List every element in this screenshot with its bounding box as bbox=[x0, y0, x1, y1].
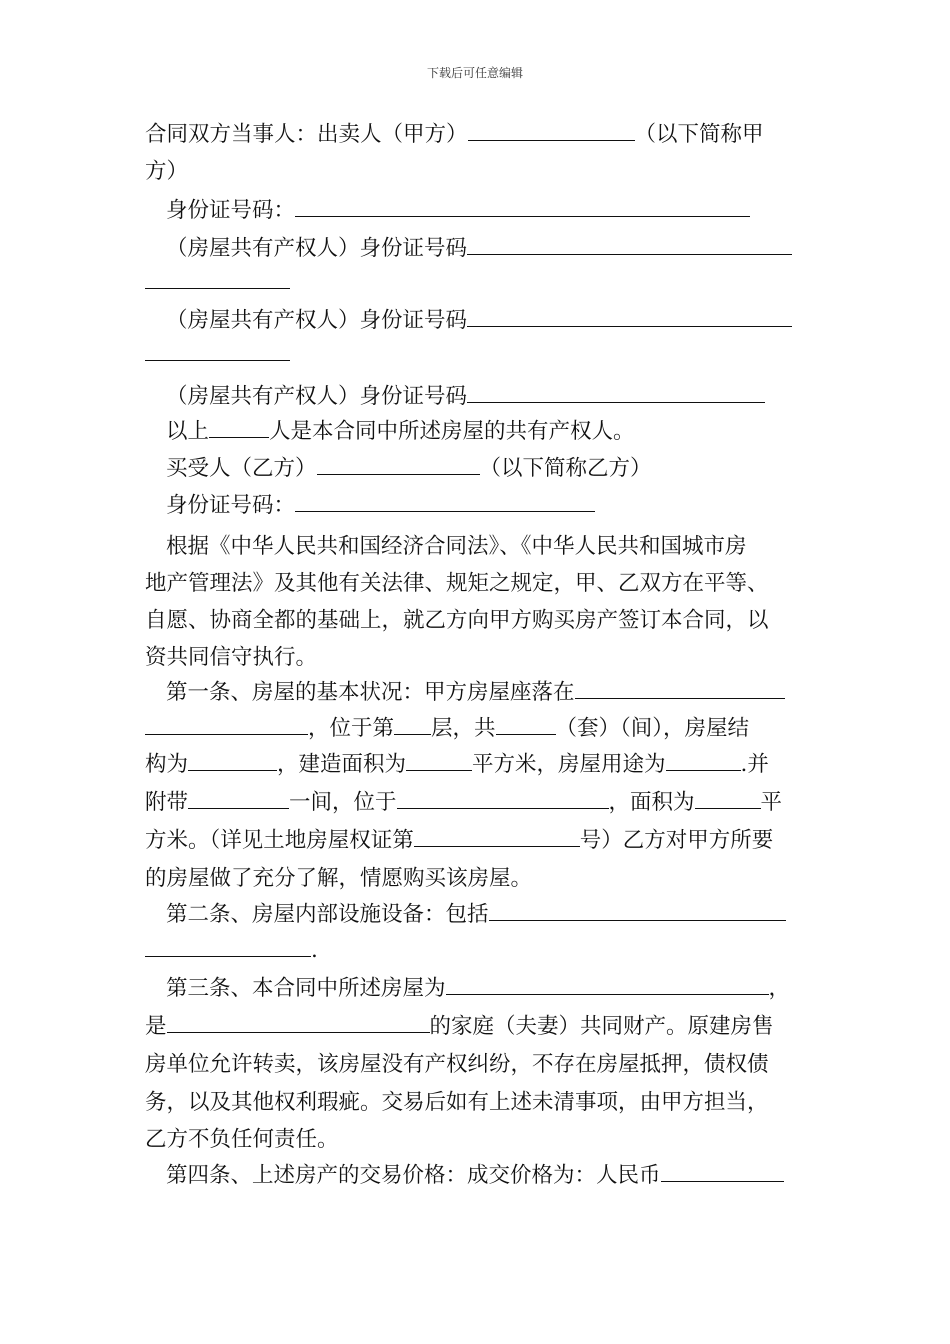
article-1-line-6 bbox=[145, 861, 532, 897]
text-segment: 方） bbox=[145, 159, 189, 184]
text-segment: （套）（间），房屋结 bbox=[555, 716, 750, 741]
coowner-id-line-3 bbox=[166, 379, 765, 415]
text-segment: 第四条、上述房产的交易价格：成交价格为：人民币 bbox=[166, 1163, 661, 1188]
article-3-line-1 bbox=[166, 971, 790, 1007]
text-segment: 买受人（乙方） bbox=[166, 456, 317, 481]
text-segment: 人是本合同中所述房屋的共有产权人。 bbox=[269, 419, 635, 444]
text-segment: 自愿、协商全都的基础上，就乙方向甲方购买房产签订本合同，以 bbox=[145, 608, 769, 633]
text-segment: 方米。（详见土地房屋权证第 bbox=[145, 828, 414, 853]
text-segment: （房屋共有产权人）身份证号码 bbox=[166, 384, 468, 409]
seller-abbr-label: （以下简称甲 bbox=[634, 122, 764, 147]
text-segment: 身份证号码： bbox=[166, 198, 296, 223]
seller-blank[interactable] bbox=[468, 118, 635, 141]
coowner-id-blank-3[interactable] bbox=[467, 380, 765, 403]
text-segment: ，位于第 bbox=[308, 716, 395, 741]
coowner-id-cont-1 bbox=[145, 265, 290, 301]
text-segment: 附带 bbox=[145, 790, 189, 815]
location-blank-2[interactable] bbox=[145, 712, 308, 735]
structure-blank[interactable] bbox=[188, 748, 277, 771]
text-segment: 乙方不负任何责任。 bbox=[145, 1127, 339, 1152]
text-segment: 房单位允许转卖，该房屋没有产权纠纷，不存在房屋抵押，债权债 bbox=[145, 1052, 769, 1077]
coowner-id-line-2 bbox=[166, 303, 792, 339]
coowner-id-blank-2[interactable] bbox=[467, 304, 792, 327]
text-segment: 平 bbox=[760, 790, 783, 815]
article-1-line-1 bbox=[166, 675, 785, 711]
text-segment: 平方米，房屋用途为 bbox=[472, 752, 666, 777]
attached-location-blank[interactable] bbox=[397, 786, 609, 809]
text-segment: 以上 bbox=[166, 419, 210, 444]
seller-label: 合同双方当事人：出卖人（甲方） bbox=[145, 122, 468, 147]
parties-line-cont bbox=[145, 154, 188, 190]
coowner-id-blank-1b[interactable] bbox=[145, 266, 290, 289]
text-segment: ， bbox=[768, 976, 791, 1001]
preamble-line-1 bbox=[166, 529, 747, 565]
buyer-line bbox=[166, 451, 652, 487]
text-segment: （房屋共有产权人）身份证号码 bbox=[166, 236, 468, 261]
coowner-count-line bbox=[166, 414, 635, 450]
article-1-line-5 bbox=[145, 823, 773, 859]
text-segment: .并 bbox=[740, 752, 769, 777]
certificate-blank[interactable] bbox=[414, 824, 580, 847]
buyer-id-line bbox=[166, 488, 595, 524]
seller-id-line bbox=[166, 193, 750, 229]
coowner-id-blank-1[interactable] bbox=[467, 232, 792, 255]
text-segment: ，面积为 bbox=[608, 790, 695, 815]
location-blank[interactable] bbox=[575, 676, 785, 699]
text-segment: （以下简称乙方） bbox=[479, 456, 652, 481]
text-segment: 构为 bbox=[145, 752, 189, 777]
article-3-line-3 bbox=[145, 1047, 769, 1083]
buyer-blank[interactable] bbox=[317, 452, 480, 475]
total-floors-blank[interactable] bbox=[496, 712, 556, 735]
coowner-id-blank-2b[interactable] bbox=[145, 338, 290, 361]
text-segment: （房屋共有产权人）身份证号码 bbox=[166, 308, 468, 333]
article-2-line-2 bbox=[145, 933, 318, 969]
article-2-line-1 bbox=[166, 897, 786, 933]
article-1-line-2 bbox=[145, 711, 749, 747]
article-1-line-4 bbox=[145, 785, 782, 821]
text-segment: 资共同信守执行。 bbox=[145, 645, 318, 670]
text-segment: 地产管理法》及其他有关法律、规矩之规定，甲、乙双方在平等、 bbox=[145, 571, 769, 596]
attached-blank[interactable] bbox=[188, 786, 289, 809]
coowner-count-blank[interactable] bbox=[209, 415, 269, 438]
coowner-id-line-1 bbox=[166, 231, 792, 267]
text-segment: . bbox=[311, 938, 318, 963]
preamble-line-3 bbox=[145, 603, 769, 639]
floor-blank[interactable] bbox=[394, 712, 431, 735]
text-segment: 身份证号码： bbox=[166, 493, 296, 518]
text-segment: 层，共 bbox=[431, 716, 496, 741]
text-segment: 第一条、房屋的基本状况：甲方房屋座落在 bbox=[166, 680, 575, 705]
owner-blank[interactable] bbox=[167, 1010, 430, 1033]
text-segment: ，建造面积为 bbox=[277, 752, 407, 777]
article-3-line-4 bbox=[145, 1085, 769, 1121]
text-segment: 的家庭（夫妻）共同财产。原建房售 bbox=[429, 1014, 774, 1039]
text-segment: 第二条、房屋内部设施设备：包括 bbox=[166, 902, 489, 927]
coowner-id-cont-2 bbox=[145, 337, 290, 373]
text-segment: 是 bbox=[145, 1014, 167, 1039]
text-segment: 号）乙方对甲方所要 bbox=[579, 828, 774, 853]
text-segment: 一间，位于 bbox=[289, 790, 397, 815]
price-blank[interactable] bbox=[661, 1159, 784, 1182]
text-segment: 务，以及其他权利瑕疵。交易后如有上述未清事项，由甲方担当， bbox=[145, 1090, 769, 1115]
preamble-line-2 bbox=[145, 566, 769, 602]
buyer-id-blank[interactable] bbox=[295, 489, 595, 512]
article-3-line-2 bbox=[145, 1009, 774, 1045]
article-4-line-1 bbox=[166, 1158, 784, 1194]
text-segment: 的房屋做了充分了解，情愿购买该房屋。 bbox=[145, 866, 533, 891]
article-3-line-5 bbox=[145, 1122, 339, 1158]
facilities-blank[interactable] bbox=[489, 898, 786, 921]
parties-line bbox=[145, 117, 764, 153]
text-segment: 第三条、本合同中所述房屋为 bbox=[166, 976, 446, 1001]
facilities-blank-2[interactable] bbox=[145, 934, 311, 957]
usage-blank[interactable] bbox=[666, 748, 741, 771]
seller-id-blank[interactable] bbox=[295, 194, 750, 217]
attached-area-blank[interactable] bbox=[695, 786, 761, 809]
preamble-line-4 bbox=[145, 640, 317, 676]
property-blank[interactable] bbox=[446, 972, 769, 995]
article-1-line-3 bbox=[145, 747, 769, 783]
page-header: 下载后可任意编辑 bbox=[426, 66, 523, 80]
area-blank[interactable] bbox=[406, 748, 472, 771]
text-segment: 根据《中华人民共和国经济合同法》、《中华人民共和国城市房 bbox=[166, 534, 747, 559]
